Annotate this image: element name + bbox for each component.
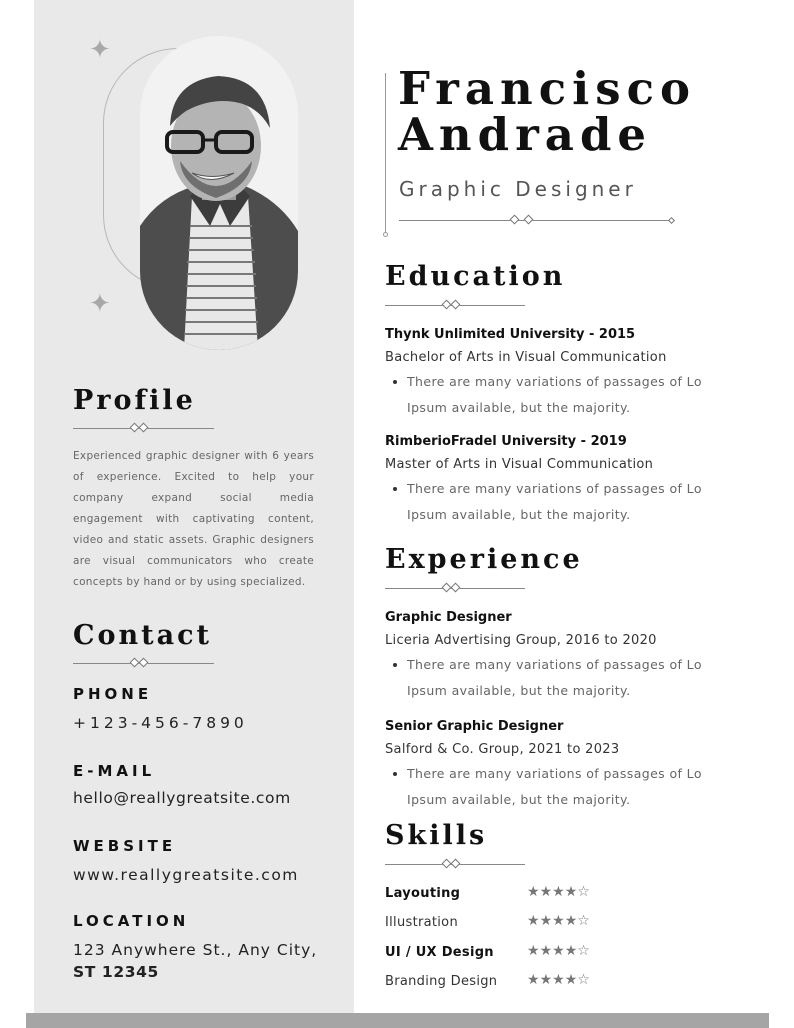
bullet-icon xyxy=(393,380,397,384)
star-filled-icon: ★ xyxy=(539,884,553,900)
profile-summary: Experienced graphic designer with 6 years of experience. Excited to help your company expand social media engagement with captivating content, video and static assets. Graphic designers are visual communicators who create concepts by hand or by using specialized. xyxy=(73,450,314,588)
location-label: LOCATION xyxy=(73,912,190,930)
skill-rating-stars xyxy=(527,972,590,988)
title-rule-dot xyxy=(383,232,388,237)
title-vertical-rule xyxy=(385,73,386,235)
star-filled-icon: ★ xyxy=(564,972,578,988)
experience-1-title: Graphic Designer xyxy=(385,610,512,625)
phone-label: PHONE xyxy=(73,685,153,703)
star-empty-icon: ☆ xyxy=(577,884,590,900)
title-ornament-divider xyxy=(399,216,674,225)
skill-rating-stars xyxy=(527,943,590,959)
star-filled-icon: ★ xyxy=(527,884,540,900)
skills-ornament-divider xyxy=(385,860,525,869)
experience-1-subtitle: Liceria Advertising Group, 2016 to 2020 xyxy=(385,633,657,648)
skill-rating-stars xyxy=(527,913,590,929)
email-address: hello@reallygreatsite.com xyxy=(73,789,291,807)
education-1-description: There are many variations of passages of Lo Ipsum available, but the majority. xyxy=(407,374,702,415)
skill-3-name: UI / UX Design xyxy=(385,945,494,960)
star-filled-icon: ★ xyxy=(527,913,540,929)
profile-heading: Profile xyxy=(73,385,196,416)
sparkle-icon: ✦ xyxy=(89,35,111,65)
profile-photo xyxy=(140,36,298,350)
location-line-2: ST 12345 xyxy=(73,963,159,981)
star-filled-icon: ★ xyxy=(527,943,540,959)
skill-rating-stars xyxy=(527,884,590,900)
experience-2-subtitle: Salford & Co. Group, 2021 to 2023 xyxy=(385,742,620,757)
bullet-icon xyxy=(393,487,397,491)
star-empty-icon: ☆ xyxy=(577,972,590,988)
experience-heading: Experience xyxy=(385,544,583,575)
education-1-subtitle: Bachelor of Arts in Visual Communication xyxy=(385,350,667,365)
star-filled-icon: ★ xyxy=(539,972,553,988)
experience-2-description: There are many variations of passages of Lo Ipsum available, but the majority. xyxy=(407,766,702,807)
first-name: Francisco xyxy=(398,62,696,115)
skill-2-name: Illustration xyxy=(385,915,458,930)
person-portrait-illustration xyxy=(140,36,298,350)
star-empty-icon: ☆ xyxy=(577,913,590,929)
sparkle-icon: ✦ xyxy=(89,289,111,319)
education-1-title: Thynk Unlimited University - 2015 xyxy=(385,327,636,342)
profile-ornament-divider xyxy=(73,424,214,433)
job-title: Graphic Designer xyxy=(399,177,637,201)
education-heading: Education xyxy=(385,261,566,292)
star-filled-icon: ★ xyxy=(564,943,578,959)
star-filled-icon: ★ xyxy=(552,884,565,900)
star-filled-icon: ★ xyxy=(539,943,553,959)
experience-1-description: There are many variations of passages of Lo Ipsum available, but the majority. xyxy=(407,657,702,698)
experience-2-title: Senior Graphic Designer xyxy=(385,719,564,734)
star-filled-icon: ★ xyxy=(564,913,578,929)
last-name: Andrade xyxy=(398,108,653,161)
experience-ornament-divider xyxy=(385,584,525,593)
bullet-icon xyxy=(393,772,397,776)
star-empty-icon: ☆ xyxy=(577,943,590,959)
star-filled-icon: ★ xyxy=(552,943,565,959)
star-filled-icon: ★ xyxy=(552,972,565,988)
star-filled-icon: ★ xyxy=(527,972,540,988)
person-name xyxy=(398,62,696,161)
education-2-subtitle: Master of Arts in Visual Communication xyxy=(385,457,654,472)
star-filled-icon: ★ xyxy=(539,913,553,929)
education-2-title: RimberioFradel University - 2019 xyxy=(385,434,627,449)
location-line-1: 123 Anywhere St., Any City, xyxy=(73,941,318,959)
contact-heading: Contact xyxy=(73,620,213,651)
bullet-icon xyxy=(393,663,397,667)
skill-4-name: Branding Design xyxy=(385,974,498,989)
phone-number: +123-456-7890 xyxy=(73,714,248,732)
website-label: WEBSITE xyxy=(73,837,177,855)
contact-ornament-divider xyxy=(73,659,214,668)
education-ornament-divider xyxy=(385,301,525,310)
website-url: www.reallygreatsite.com xyxy=(73,866,299,884)
skill-1-name: Layouting xyxy=(385,886,461,901)
email-label: E-MAIL xyxy=(73,762,156,780)
star-filled-icon: ★ xyxy=(564,884,578,900)
star-filled-icon: ★ xyxy=(552,913,565,929)
skills-heading: Skills xyxy=(385,820,488,851)
bottom-bar xyxy=(26,1013,769,1028)
education-2-description: There are many variations of passages of Lo Ipsum available, but the majority. xyxy=(407,481,702,522)
